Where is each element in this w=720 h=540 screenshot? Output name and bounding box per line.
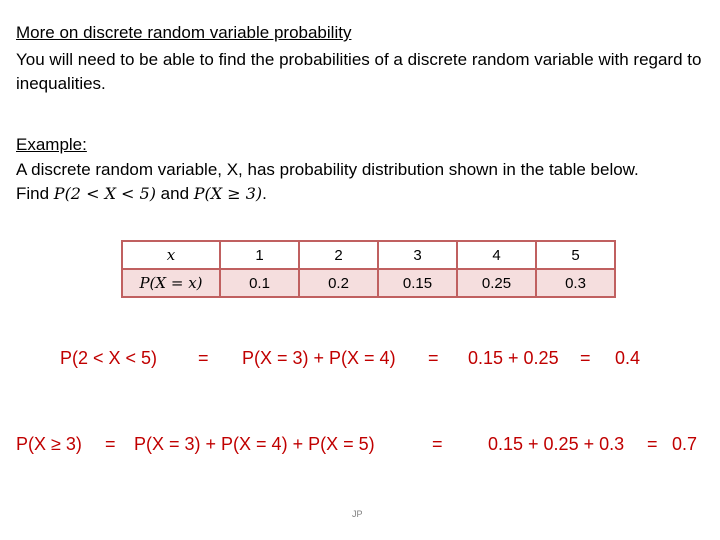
equation2-sum: 0.15 + 0.25 + 0.3: [488, 434, 625, 454]
find-suffix: .: [262, 184, 267, 203]
equation1-equals-3: =: [580, 348, 591, 368]
row-header-x: x: [122, 241, 220, 269]
equation1-result: 0.4: [615, 348, 641, 368]
table-row-probability: [122, 269, 615, 297]
slide-title: More on discrete random variable probability: [16, 23, 352, 42]
find-and: and: [155, 184, 194, 203]
example-text: [16, 158, 706, 206]
equation1-equals-2: =: [428, 348, 439, 368]
x-cell: 4: [457, 241, 536, 269]
equation2-equals-1: =: [105, 434, 116, 454]
find-prefix: Find: [16, 184, 54, 203]
find-expression-1: P(2 < X < 5): [53, 184, 156, 203]
probability-cell: 0.25: [457, 269, 536, 297]
example-description: A discrete random variable, X, has probability distribution shown in the table below.: [16, 160, 639, 179]
probability-cell: 0.3: [536, 269, 615, 297]
equation1-lhs: P(2 < X < 5): [60, 348, 158, 368]
x-cell: 3: [378, 241, 457, 269]
probability-cell: 0.15: [378, 269, 457, 297]
intro-text: You will need to be able to find the probabilities of a discrete random variable with regard to inequalities.: [16, 50, 702, 93]
table-row-x: [122, 241, 615, 269]
equation2-lhs: P(X ≥ 3): [16, 434, 82, 454]
equation1-expansion: P(X = 3) + P(X = 4): [242, 348, 396, 368]
example-heading: Example:: [16, 135, 87, 154]
probability-cell: 0.1: [220, 269, 299, 297]
x-cell: 1: [220, 241, 299, 269]
equation2-equals-3: =: [647, 434, 658, 454]
equation1-sum: 0.15 + 0.25: [468, 348, 559, 368]
equation1-equals-1: =: [198, 348, 209, 368]
x-cell: 2: [299, 241, 378, 269]
probability-cell: 0.2: [299, 269, 378, 297]
equation2-result: 0.7: [672, 434, 698, 454]
x-cell: 5: [536, 241, 615, 269]
equation2-equals-2: =: [432, 434, 443, 454]
equation2-expansion: P(X = 3) + P(X = 4) + P(X = 5): [134, 434, 375, 454]
distribution-table: [121, 240, 616, 298]
find-expression-2: P(X ≥ 3): [193, 184, 263, 203]
footer-initials: JP: [352, 509, 363, 519]
row-header-probability: P(X = x): [122, 269, 220, 297]
